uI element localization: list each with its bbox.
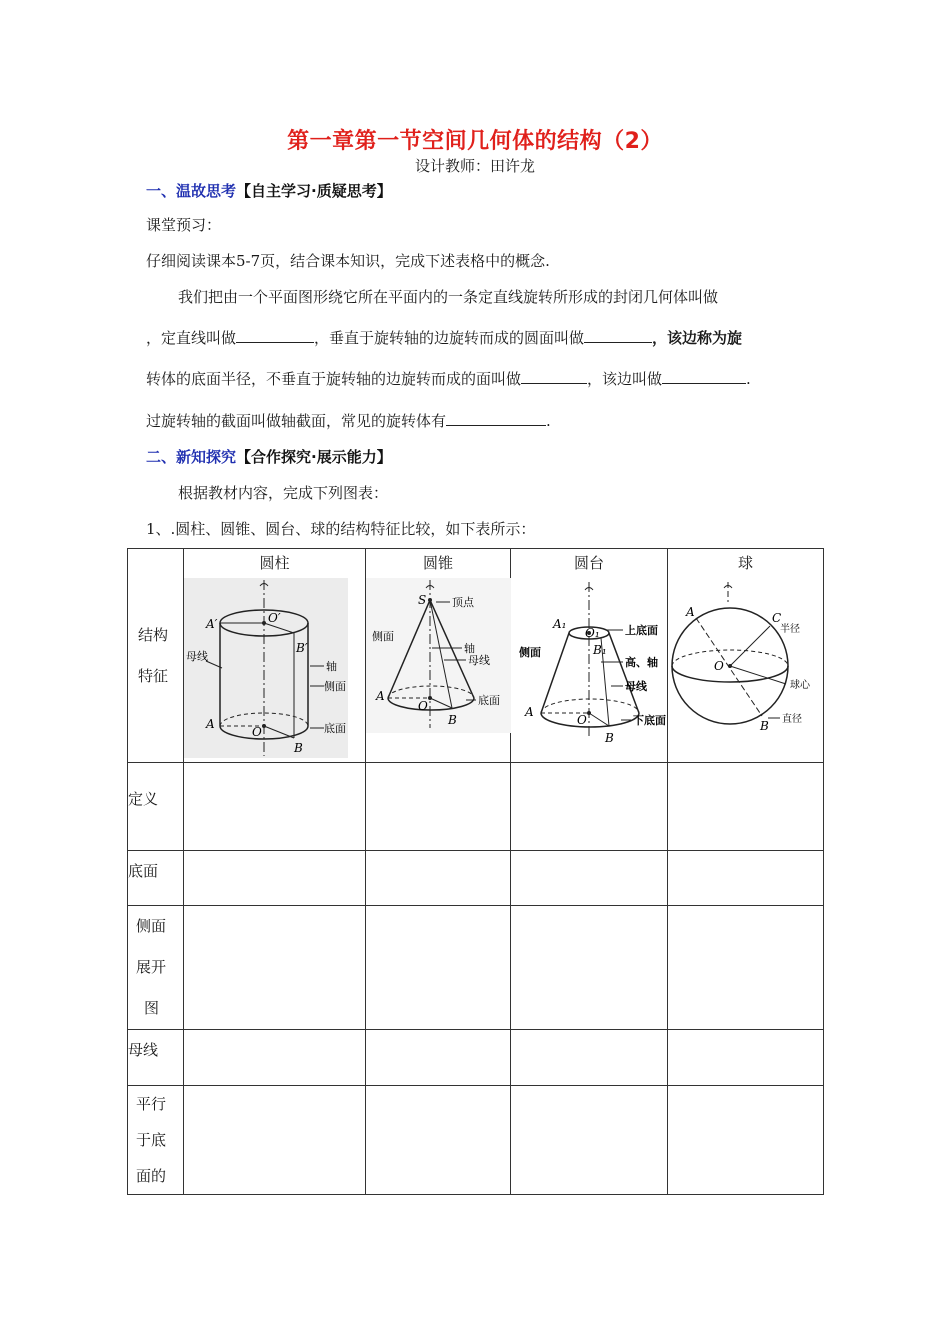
- paragraph-line-1: 我们把由一个平面图形绕它所在平面内的一条定直线旋转所形成的封闭几何体叫做: [178, 288, 719, 306]
- row-lateral: [128, 906, 824, 1030]
- label-generatrix: 母线: [468, 654, 490, 667]
- label-generatrix: 母线: [186, 650, 208, 663]
- structure-label-cell: [128, 549, 184, 763]
- row-label: 底面: [128, 851, 184, 906]
- para-text: ，该边叫做: [587, 370, 663, 388]
- answer-cell[interactable]: [366, 1030, 511, 1086]
- answer-cell[interactable]: [668, 763, 824, 851]
- label-generatrix: 母线: [625, 680, 647, 693]
- row-label-cell: [128, 1086, 184, 1195]
- row-label: 侧面: [136, 917, 167, 935]
- label-s: S: [418, 593, 427, 607]
- label-lateral: 侧面: [372, 630, 394, 643]
- answer-cell[interactable]: [366, 906, 511, 1030]
- label-vertex: 顶点: [452, 596, 474, 609]
- label-base: 底面: [478, 694, 500, 707]
- header-sphere: 球: [737, 554, 753, 572]
- para-text: ，定直线叫做: [146, 329, 237, 347]
- row-generatrix: [128, 1030, 824, 1086]
- label-o: O: [418, 699, 428, 713]
- instruction-text: 仔细阅读课本5-7页，结合课本知识，完成下述表格中的概念.: [146, 252, 550, 270]
- row-label: 特征: [138, 667, 169, 685]
- header-cone: 圆锥: [422, 554, 453, 572]
- answer-cell[interactable]: [184, 763, 366, 851]
- label-o: O: [577, 713, 587, 727]
- label-o-prime: O′: [268, 611, 281, 625]
- section-2-intro: 根据教材内容，完成下列图表：: [178, 484, 389, 502]
- row-label: 于底: [136, 1131, 167, 1149]
- label-diameter: 直径: [782, 714, 802, 725]
- section-1-heading: [146, 180, 392, 201]
- answer-cell[interactable]: [511, 906, 668, 1030]
- label-b-prime: B′: [296, 641, 308, 655]
- header-cylinder: 圆柱: [259, 554, 290, 572]
- label-height-axis: 高、轴: [625, 656, 658, 669]
- row-base: [128, 851, 824, 906]
- label-o: O: [252, 725, 262, 739]
- sphere-cell: [668, 549, 824, 763]
- para-text: 过旋转轴的截面叫做轴截面，常见的旋转体有: [146, 412, 447, 430]
- answer-cell[interactable]: [366, 763, 511, 851]
- row-label: 平行: [136, 1095, 167, 1113]
- row-label: 面的: [136, 1167, 167, 1185]
- section-2-heading: [146, 446, 392, 467]
- row-parallel: [128, 1086, 824, 1195]
- section-2-tag: 【合作探究·展示能力】: [236, 448, 392, 466]
- label-b1: B₁: [593, 643, 607, 657]
- cone-cell: [366, 549, 511, 763]
- answer-cell[interactable]: [366, 1086, 511, 1195]
- paragraph-line-4: [146, 410, 551, 431]
- answer-cell[interactable]: [366, 851, 511, 906]
- label-axis: 轴: [464, 642, 475, 655]
- page-title: 第一章第一节空间几何体的结构（2）: [287, 129, 663, 154]
- answer-cell[interactable]: [668, 851, 824, 906]
- row-label-cell: [128, 906, 184, 1030]
- label-a1: A₁: [553, 617, 567, 631]
- para-text: .: [546, 412, 551, 430]
- answer-cell[interactable]: [184, 906, 366, 1030]
- label-bottom-base: 下底面: [633, 714, 666, 727]
- row-label: 母线: [128, 1030, 184, 1086]
- section-1-tag: 【自主学习·质疑思考】: [236, 182, 392, 200]
- label-c: C: [772, 611, 782, 625]
- item-1-text: 1、.圆柱、圆锥、圆台、球的结构特征比较，如下表所示：: [146, 520, 536, 538]
- cone-figure: [366, 578, 511, 758]
- answer-cell[interactable]: [511, 1086, 668, 1195]
- para-text: ，该边称为旋: [652, 329, 743, 347]
- row-definition: [128, 763, 824, 851]
- label-lateral: 侧面: [519, 646, 541, 659]
- teacher-line: 设计教师：田许龙: [414, 157, 535, 175]
- fill-blank[interactable]: [662, 369, 746, 384]
- cylinder-figure: [184, 578, 366, 758]
- label-a: A: [525, 705, 534, 719]
- answer-cell[interactable]: [511, 763, 668, 851]
- label-a: A: [376, 689, 385, 703]
- label-axis: 轴: [326, 660, 337, 673]
- label-o1: O₁: [585, 626, 600, 640]
- answer-cell[interactable]: [511, 851, 668, 906]
- comparison-table: [127, 548, 824, 1195]
- answer-cell[interactable]: [668, 1030, 824, 1086]
- answer-cell[interactable]: [668, 1086, 824, 1195]
- answer-cell[interactable]: [184, 851, 366, 906]
- frustum-figure: [511, 578, 668, 758]
- para-text: 转体的底面半径，不垂直于旋转轴的边旋转而成的面叫做: [146, 370, 522, 388]
- label-center: 球心: [790, 680, 810, 691]
- sphere-figure: [668, 578, 824, 758]
- paragraph-line-2: [146, 327, 742, 348]
- label-o: O: [714, 659, 724, 673]
- label-a-prime: A′: [206, 617, 218, 631]
- fill-blank[interactable]: [584, 328, 652, 343]
- label-a: A: [686, 605, 695, 619]
- label-b: B: [294, 741, 303, 755]
- section-1-number: 一、温故思考: [146, 182, 237, 200]
- frustum-cell: [511, 549, 668, 763]
- fill-blank[interactable]: [236, 328, 314, 343]
- para-text: .: [746, 370, 751, 388]
- answer-cell[interactable]: [184, 1086, 366, 1195]
- label-base: 底面: [324, 722, 346, 735]
- label-a: A: [206, 717, 215, 731]
- label-b: B: [448, 713, 457, 727]
- row-label: 结构: [138, 626, 169, 644]
- section-2-number: 二、新知探究: [146, 448, 237, 466]
- preview-label: 课堂预习：: [146, 216, 222, 234]
- para-text: ，垂直于旋转轴的边旋转而成的圆面叫做: [314, 329, 585, 347]
- label-top-base: 上底面: [625, 624, 658, 637]
- fill-blank[interactable]: [521, 369, 587, 384]
- header-frustum: 圆台: [573, 554, 604, 572]
- fill-blank[interactable]: [446, 411, 546, 426]
- label-radius: 半径: [780, 624, 800, 635]
- paragraph-line-3: [146, 368, 751, 389]
- row-label: 定义: [128, 763, 184, 851]
- answer-cell[interactable]: [668, 906, 824, 1030]
- row-label: 展开: [136, 958, 167, 976]
- answer-cell[interactable]: [511, 1030, 668, 1086]
- cylinder-cell: [184, 549, 366, 763]
- label-b: B: [760, 719, 769, 733]
- label-b: B: [605, 731, 614, 745]
- answer-cell[interactable]: [184, 1030, 366, 1086]
- row-label: 图: [144, 999, 160, 1017]
- label-lateral: 侧面: [324, 680, 346, 693]
